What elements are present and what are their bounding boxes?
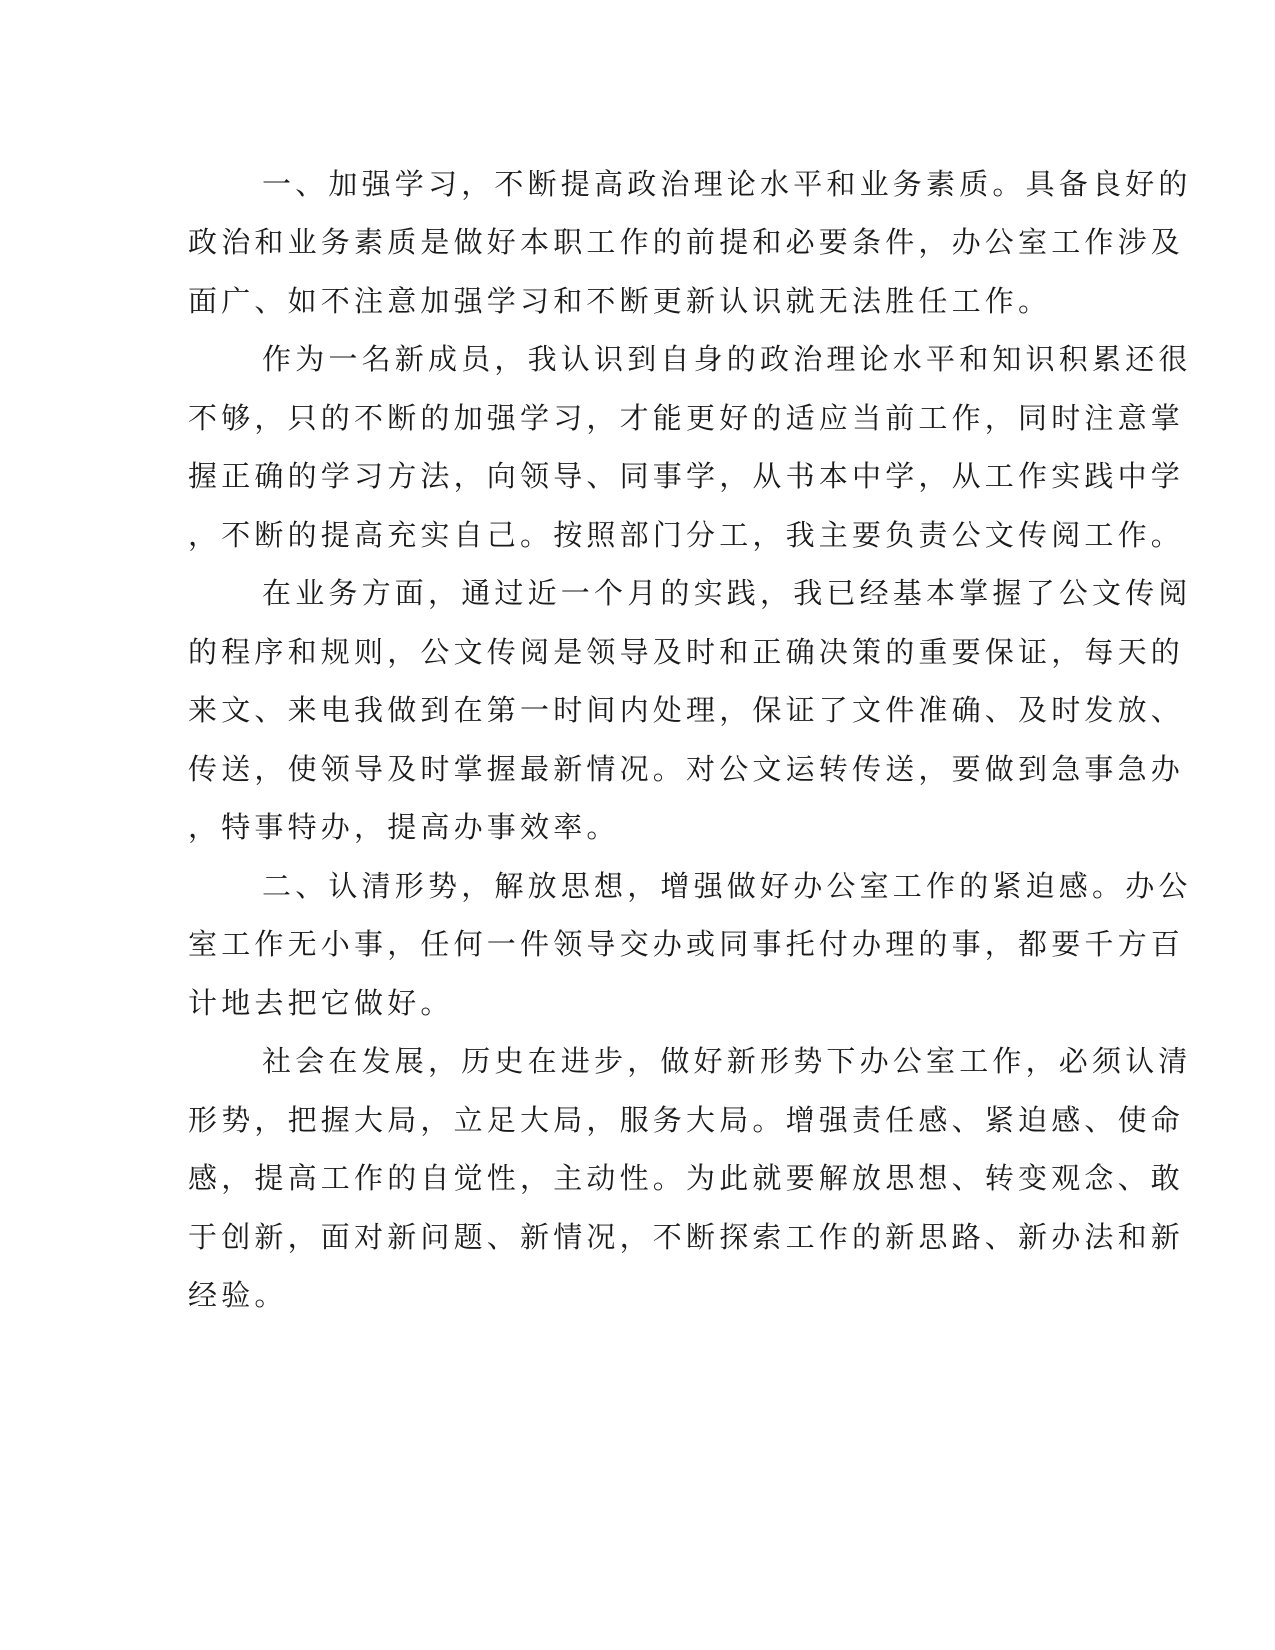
paragraph-2-line-3: 握正确的学习方法，向领导、同事学，从书本中学，从工作实践中学 [188, 459, 1185, 493]
paragraph-2-line-2: 不够，只的不断的加强学习，才能更好的适应当前工作，同时注意掌 [188, 401, 1185, 435]
paragraph-4-line-2: 室工作无小事，任何一件领导交办或同事托付办理的事，都要千方百 [188, 927, 1185, 961]
paragraph-3-line-2: 的程序和规则，公文传阅是领导及时和正确决策的重要保证，每天的 [188, 635, 1185, 669]
paragraph-5-line-2: 形势，把握大局，立足大局，服务大局。增强责任感、紧迫感、使命 [188, 1103, 1185, 1137]
paragraph-3-line-4: 传送，使领导及时掌握最新情况。对公文运转传送，要做到急事急办 [188, 752, 1185, 786]
paragraph-1-line-3: 面广、如不注意加强学习和不断更新认识就无法胜任工作。 [188, 284, 1052, 318]
paragraph-5-line-3: 感，提高工作的自觉性，主动性。为此就要解放思想、转变观念、敢 [188, 1161, 1185, 1195]
paragraph-4-line-3: 计地去把它做好。 [188, 986, 454, 1020]
paragraph-2-line-4: ，不断的提高充实自己。按照部门分工，我主要负责公文传阅工作。 [188, 518, 1185, 552]
paragraph-3-line-5: ，特事特办，提高办事效率。 [188, 810, 620, 844]
paragraph-2-line-1: 作为一名新成员，我认识到自身的政治理论水平和知识积累还很 [262, 342, 1192, 376]
paragraph-5-line-5: 经验。 [188, 1278, 288, 1312]
paragraph-5-line-4: 于创新，面对新问题、新情况，不断探索工作的新思路、新办法和新 [188, 1220, 1185, 1254]
paragraph-1-line-1: 一、加强学习，不断提高政治理论水平和业务素质。具备良好的 [262, 167, 1192, 201]
paragraph-1-line-2: 政治和业务素质是做好本职工作的前提和必要条件，办公室工作涉及 [188, 225, 1185, 259]
paragraph-3-line-1: 在业务方面，通过近一个月的实践，我已经基本掌握了公文传阅 [262, 576, 1192, 610]
paragraph-4-line-1: 二、认清形势，解放思想，增强做好办公室工作的紧迫感。办公 [262, 869, 1192, 903]
paragraph-3-line-3: 来文、来电我做到在第一时间内处理，保证了文件准确、及时发放、 [188, 693, 1185, 727]
paragraph-5-line-1: 社会在发展，历史在进步，做好新形势下办公室工作，必须认清 [262, 1044, 1192, 1078]
